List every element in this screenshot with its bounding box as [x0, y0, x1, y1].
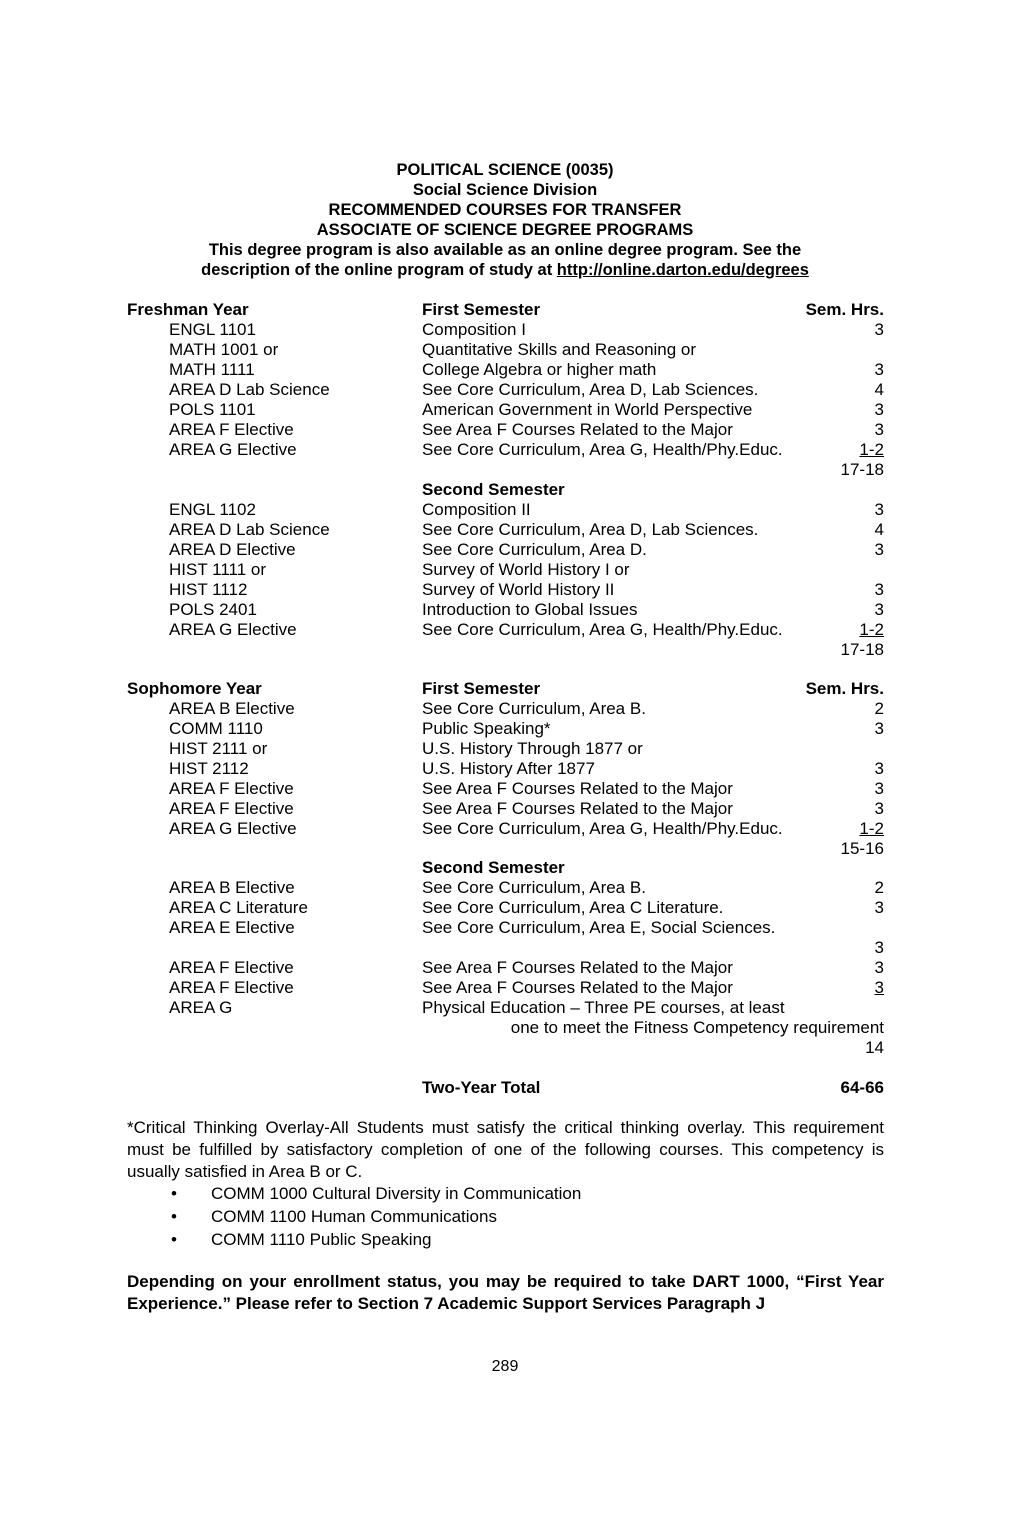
course-title: See Core Curriculum, Area D. [422, 540, 647, 559]
course-hours: 3 [874, 719, 884, 738]
course-hours: 3 [874, 938, 884, 957]
course-title: Survey of World History II [422, 580, 615, 599]
course-title: Introduction to Global Issues [422, 600, 638, 619]
list-item [0, 1206, 1010, 1228]
semester-total-row [0, 839, 1010, 859]
semester-total: 17-18 [840, 460, 884, 479]
course-hours: 3 [874, 600, 884, 619]
course-title: Physical Education – Three PE courses, at least [422, 998, 785, 1017]
division-line: Social Science Division [412, 181, 598, 199]
course-row [0, 380, 1010, 400]
list-item-text: COMM 1110 Public Speaking [211, 1230, 432, 1249]
course-row [0, 580, 1010, 600]
course-code: ENGL 1101 [169, 320, 256, 339]
course-code: AREA D Elective [169, 540, 296, 559]
course-continuation-row [0, 1018, 1010, 1038]
course-title: Quantitative Skills and Reasoning or [422, 340, 697, 359]
course-row [0, 360, 1010, 380]
course-row [0, 440, 1010, 460]
sophomore-header-row [0, 679, 1010, 699]
course-code: POLS 1101 [169, 400, 256, 419]
course-code: POLS 2401 [169, 600, 257, 619]
course-row [0, 340, 1010, 360]
course-title: See Core Curriculum, Area G, Health/Phy.Educ. [422, 620, 783, 639]
course-row [0, 799, 1010, 819]
course-code: ENGL 1102 [169, 500, 256, 519]
course-row [0, 819, 1010, 839]
course-row [0, 520, 1010, 540]
semester-total: 17-18 [840, 640, 884, 659]
course-hours: 3 [874, 779, 884, 798]
course-title: See Core Curriculum, Area G, Health/Phy.Educ. [422, 819, 783, 838]
course-row [0, 500, 1010, 520]
course-title: See Core Curriculum, Area E, Social Sciences. [422, 918, 776, 937]
course-hours: 3 [874, 799, 884, 818]
semester-total: 15-16 [840, 839, 884, 858]
program-title: POLITICAL SCIENCE (0035) [396, 161, 614, 179]
course-row [0, 560, 1010, 580]
course-hours: 3 [874, 400, 884, 419]
course-title: Survey of World History I or [422, 560, 630, 579]
course-row [0, 320, 1010, 340]
course-code: AREA D Lab Science [169, 520, 330, 539]
sophomore-year-label: Sophomore Year [127, 679, 262, 698]
course-code: AREA G Elective [169, 620, 297, 639]
course-title: See Core Curriculum, Area D, Lab Sciences. [422, 520, 759, 539]
semester-total-row [0, 640, 1010, 660]
list-item-text: COMM 1100 Human Communications [211, 1207, 497, 1226]
course-code: HIST 1112 [169, 580, 248, 599]
online-degrees-link[interactable]: http://online.darton.edu/degrees [556, 261, 809, 279]
course-hours: 3 [874, 978, 884, 997]
course-code: AREA E Elective [169, 918, 295, 937]
course-hours: 3 [874, 898, 884, 917]
two-year-total-row [0, 1078, 1010, 1098]
course-hours: 1-2 [859, 819, 884, 838]
course-row [0, 400, 1010, 420]
freshman-year-label: Freshman Year [127, 300, 249, 319]
course-code: AREA F Elective [169, 420, 294, 439]
course-hours: 4 [874, 380, 884, 399]
sophomore-second-semester-label: Second Semester [422, 858, 565, 877]
course-code: COMM 1110 [169, 719, 263, 738]
course-hours: 3 [874, 580, 884, 599]
course-title: Public Speaking* [422, 719, 551, 738]
course-hours: 1-2 [859, 440, 884, 459]
course-code: AREA F Elective [169, 779, 294, 798]
course-code: AREA D Lab Science [169, 380, 330, 399]
course-row [0, 739, 1010, 759]
freshman-first-semester-label: First Semester [422, 300, 541, 319]
two-year-total-label: Two-Year Total [422, 1078, 541, 1097]
course-row [0, 600, 1010, 620]
course-row [0, 898, 1010, 918]
online-line-1: This degree program is also available as an online degree program. See the [208, 241, 802, 259]
list-item [0, 1229, 1010, 1251]
course-title: U.S. History After 1877 [422, 759, 595, 778]
course-row [0, 779, 1010, 799]
course-row [0, 620, 1010, 640]
semester-total-row [0, 460, 1010, 480]
course-code: AREA F Elective [169, 978, 294, 997]
course-code: HIST 1111 or [169, 560, 267, 579]
course-hours: 3 [874, 500, 884, 519]
course-title: See Core Curriculum, Area B. [422, 878, 646, 897]
course-code: AREA F Elective [169, 799, 294, 818]
bullet-icon: • [171, 1184, 177, 1203]
course-title: See Area F Courses Related to the Major [422, 420, 733, 439]
bullet-icon: • [171, 1207, 177, 1226]
course-code: AREA B Elective [169, 699, 295, 718]
freshman-second-semester-row [0, 480, 1010, 500]
course-hours: 2 [874, 878, 884, 897]
semester-total-row [0, 1038, 1010, 1058]
two-year-total-value: 64-66 [840, 1078, 884, 1097]
course-code: AREA B Elective [169, 878, 295, 897]
course-row [0, 998, 1010, 1018]
sem-hrs-label: Sem. Hrs. [805, 300, 884, 319]
course-row [0, 719, 1010, 739]
course-title: Composition I [422, 320, 526, 339]
course-row [0, 958, 1010, 978]
course-title: Composition II [422, 500, 531, 519]
course-code: MATH 1111 [169, 360, 255, 379]
course-code: AREA G Elective [169, 440, 297, 459]
sem-hrs-label: Sem. Hrs. [805, 679, 884, 698]
course-title: See Core Curriculum, Area B. [422, 699, 646, 718]
recommended-line: RECOMMENDED COURSES FOR TRANSFER [328, 201, 682, 219]
online-line-2-text: description of the online program of study at [201, 261, 557, 279]
course-hours: 3 [874, 540, 884, 559]
sophomore-first-semester-label: First Semester [422, 679, 541, 698]
freshman-header-row [0, 300, 1010, 320]
course-hours: 3 [874, 958, 884, 977]
course-row [0, 938, 1010, 958]
course-code: AREA C Literature [169, 898, 308, 917]
course-code: AREA F Elective [169, 958, 294, 977]
sophomore-second-semester-row [0, 858, 1010, 878]
bullet-icon: • [171, 1230, 177, 1249]
course-title: See Area F Courses Related to the Major [422, 799, 733, 818]
course-title-continuation: one to meet the Fitness Competency requirement [510, 1018, 884, 1037]
list-item [0, 1183, 1010, 1205]
course-title: See Area F Courses Related to the Major [422, 958, 733, 977]
course-title: See Core Curriculum, Area D, Lab Sciences. [422, 380, 759, 399]
course-row [0, 420, 1010, 440]
course-code: AREA G Elective [169, 819, 297, 838]
course-hours: 3 [874, 759, 884, 778]
list-item-text: COMM 1000 Cultural Diversity in Communication [211, 1184, 582, 1203]
page-number: 289 [491, 1358, 519, 1375]
course-hours: 3 [874, 360, 884, 379]
associate-line: ASSOCIATE OF SCIENCE DEGREE PROGRAMS [316, 221, 694, 239]
course-code: HIST 2111 or [169, 739, 268, 758]
course-row [0, 978, 1010, 998]
course-title: American Government in World Perspective [422, 400, 753, 419]
course-hours: 2 [874, 699, 884, 718]
online-line-2 [0, 260, 1010, 280]
course-row [0, 759, 1010, 779]
course-row [0, 699, 1010, 719]
course-hours: 3 [874, 320, 884, 339]
course-hours: 4 [874, 520, 884, 539]
course-row [0, 918, 1010, 938]
course-code: AREA G [169, 998, 233, 1017]
course-title: U.S. History Through 1877 or [422, 739, 643, 758]
course-row [0, 878, 1010, 898]
course-code: HIST 2112 [169, 759, 249, 778]
course-title: See Core Curriculum, Area C Literature. [422, 898, 724, 917]
course-title: See Area F Courses Related to the Major [422, 978, 733, 997]
course-hours: 1-2 [859, 620, 884, 639]
enrollment-note: Depending on your enrollment status, you may be required to take DART 1000, “First Year Experience.” Please refer to Section 7 Academic Support Services Paragraph J [127, 1272, 884, 1313]
course-title: See Core Curriculum, Area G, Health/Phy.Educ. [422, 440, 783, 459]
course-row [0, 540, 1010, 560]
critical-thinking-paragraph: *Critical Thinking Overlay-All Students must satisfy the critical thinking overlay. This requirement must be fulfilled by satisfactory completion of one of the following courses. This competency is usually satisfied in Area B or C. [127, 1118, 884, 1181]
semester-total: 14 [865, 1038, 884, 1057]
course-title: See Area F Courses Related to the Major [422, 779, 733, 798]
freshman-second-semester-label: Second Semester [422, 480, 565, 499]
course-hours: 3 [874, 420, 884, 439]
course-title: College Algebra or higher math [422, 360, 657, 379]
course-code: MATH 1001 or [169, 340, 279, 359]
